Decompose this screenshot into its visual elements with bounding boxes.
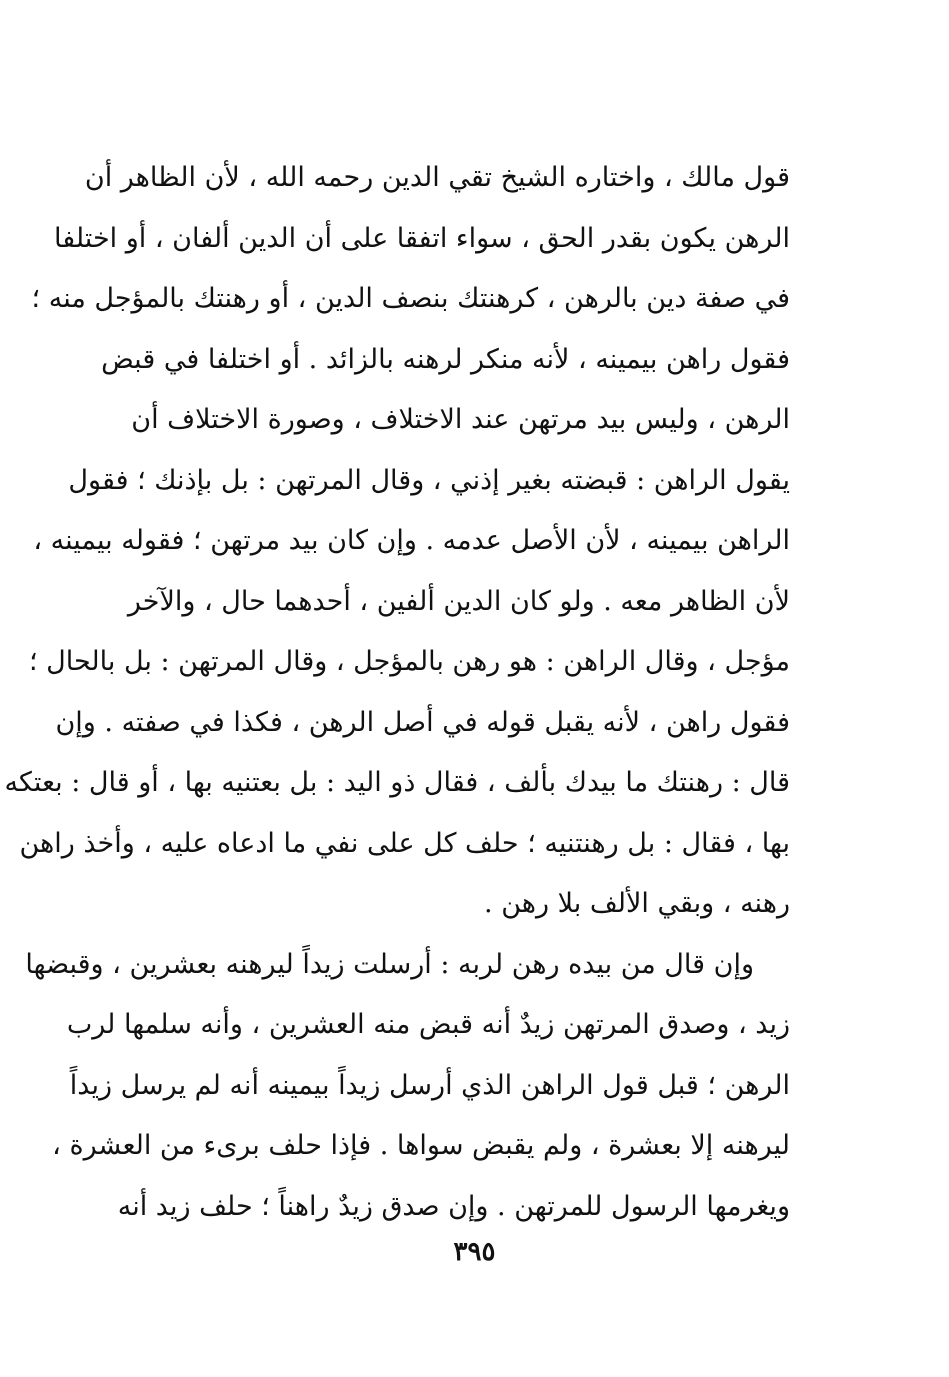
text-line: ليرهنه إلا بعشرة ، ولم يقبض سواها . فإذا حلف برىء من العشرة ، — [52, 1130, 790, 1161]
text-line: يقول الراهن : قبضته بغير إذني ، وقال المرتهن : بل بإذنك ؛ فقول — [68, 464, 790, 496]
text-line: بها ، فقال : بل رهنتنيه ؛ حلف كل على نفي ما ادعاه عليه ، وأخذ راهن — [19, 827, 790, 859]
text-line: فقول راهن بيمينه ، لأنه منكر لرهنه بالزائد . أو اختلفا في قبض — [101, 343, 790, 375]
text-line: لأن الظاهر معه . ولو كان الدين ألفين ، أحدهما حال ، والآخر — [127, 585, 790, 617]
text-line: رهنه ، وبقي الألف بلا رهن . — [484, 888, 790, 919]
text-line: زيد ، وصدق المرتهن زيدٌ أنه قبض منه العشرين ، وأنه سلمها لرب — [66, 1009, 790, 1040]
text-line: الرهن يكون بقدر الحق ، سواء اتفقا على أن الدين ألفان ، أو اختلفا — [53, 222, 790, 254]
text-line: قول مالك ، واختاره الشيخ تقي الدين رحمه الله ، لأن الظاهر أن — [84, 162, 790, 193]
text-line: الرهن ، وليس بيد مرتهن عند الاختلاف ، وصورة الاختلاف أن — [131, 404, 790, 435]
text-line: قال : رهنتك ما بيدك بألف ، فقال ذو اليد : بل بعتنيه بها ، أو قال : بعتكه — [4, 767, 790, 798]
text-line: الراهن بيمينه ، لأن الأصل عدمه . وإن كان بيد مرتهن ؛ فقوله بيمينه ، — [33, 525, 790, 556]
text-line: الرهن ؛ قبل قول الراهن الذي أرسل زيداً بيمينه أنه لم يرسل زيداً — [69, 1069, 790, 1101]
text-line: وإن قال من بيده رهن لربه : أرسلت زيداً ليرهنه بعشرين ، وقبضها — [25, 948, 754, 980]
text-line: في صفة دين بالرهن ، كرهنتك بنصف الدين ، أو رهنتك بالمؤجل منه ؛ — [31, 283, 790, 314]
paragraph-2 — [25, 935, 790, 1238]
paragraph-1 — [4, 148, 790, 935]
text-line: فقول راهن ، لأنه يقبل قوله في أصل الرهن ، فكذا في صفته . وإن — [55, 706, 790, 738]
page-number: ٣٩٥ — [453, 1237, 496, 1267]
body-text — [4, 148, 790, 1237]
text-line: مؤجل ، وقال الراهن : هو رهن بالمؤجل ، وقال المرتهن : بل بالحال ؛ — [28, 646, 790, 677]
text-line: ويغرمها الرسول للمرتهن . وإن صدق زيدٌ راهناً ؛ حلف زيد أنه — [117, 1190, 790, 1222]
